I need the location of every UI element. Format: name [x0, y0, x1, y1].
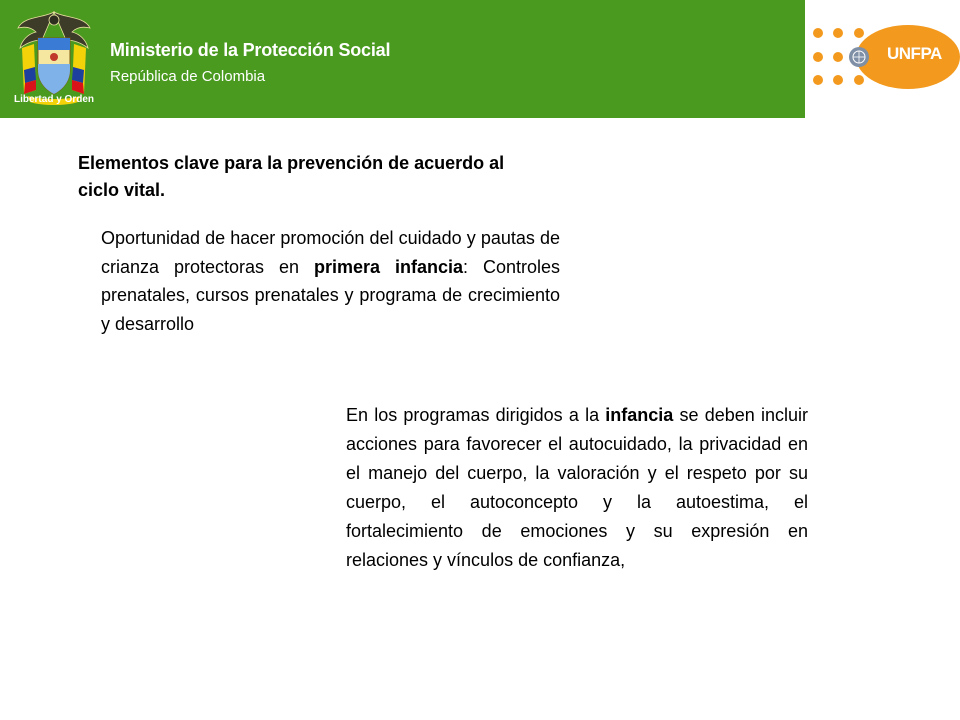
- para1-text-end: : Controles prenatales, cursos prenatales y programa de crecimiento y desarrollo: [101, 256, 560, 334]
- para1-highlight: primera infancia: [313, 256, 463, 277]
- slide-heading: Elementos clave para la prevención de acuerdo al ciclo vital.: [78, 153, 505, 200]
- para1-text-start: Oportunidad de hacer promoción del cuidado y pautas de crianza protectoras en: [101, 228, 560, 277]
- para2-text-end: se deben incluir acciones para favorecer el autocuidado, la privacidad en el manejo del cuerpo, la valoración y el respeto por su cuerpo, el autoconcepto y la autoestima, el fortalecimiento de emociones y su expresión en relaciones y vínculos de confianza,: [346, 405, 808, 570]
- para2-text-start: En los programas dirigidos a la: [346, 405, 606, 425]
- para2-highlight: infancia: [605, 405, 674, 425]
- ministry-header: [0, 0, 805, 118]
- unfpa-wordmark: UNFPA: [887, 44, 942, 63]
- ministry-title: Ministerio de la Protección Social: [110, 40, 391, 60]
- un-emblem-icon: [849, 47, 869, 67]
- crest-motto: Libertad y Orden: [13, 94, 94, 105]
- paragraph-early-childhood: [101, 224, 560, 338]
- ministry-subtitle: República de Colombia: [110, 68, 266, 85]
- unfpa-logo: [805, 0, 960, 118]
- paragraph-childhood-programs: [346, 401, 808, 575]
